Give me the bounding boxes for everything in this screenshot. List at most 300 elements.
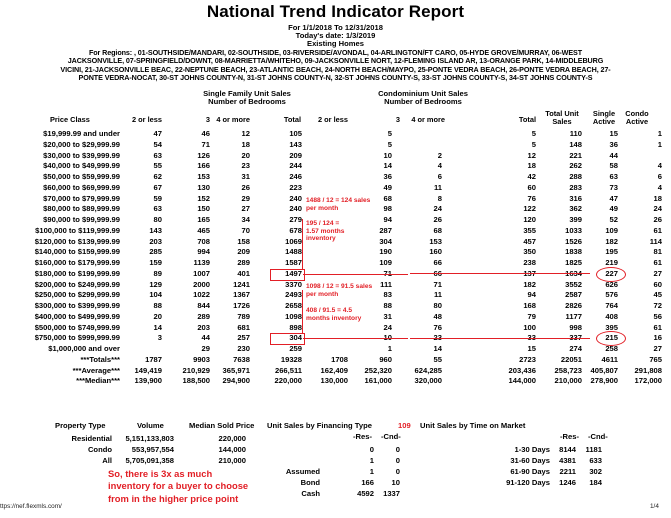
footer-page-number: 1/4 [650, 503, 659, 510]
market-res: 2211 [559, 467, 576, 476]
cell-condo-3: 71 [433, 279, 442, 289]
cell-single-active: 405,807 [590, 365, 618, 375]
cell-single-active: 36 [609, 139, 618, 149]
market-cnd: 633 [589, 456, 602, 465]
cell-condo-3: 8 [437, 193, 442, 203]
cell-sf-2orless: 55 [153, 161, 162, 171]
cell-condo-active: 16 [653, 333, 662, 343]
cell-total-unit-sales: 221 [569, 150, 582, 160]
cell-condo-total: 120 [523, 215, 536, 224]
cell-condo-active: 4 [657, 161, 662, 171]
cell-sf-2orless: 62 [153, 172, 162, 181]
cell-sf-total: 1098 [285, 311, 302, 321]
property-type-label: All [102, 456, 112, 465]
cell-condo-total: 457 [523, 236, 536, 246]
report-title: National Trend Indicator Report [206, 2, 465, 21]
cell-sf-2orless: 149,419 [134, 365, 162, 375]
cell-sf-total: 1587 [285, 258, 302, 267]
cell-sf-3: 46 [201, 129, 210, 138]
market-res: 4381 [559, 456, 576, 465]
cell-sf-2orless: 59 [153, 193, 162, 203]
cell-sf-4ormore: 365,971 [222, 365, 250, 375]
cell-sf-total: 2658 [285, 301, 302, 310]
cell-sf-total: 678 [289, 225, 302, 235]
cell-condo-active: 24 [653, 204, 662, 214]
cell-condo-total: 76 [527, 193, 536, 203]
highlight-oval-195 [596, 267, 626, 282]
cell-total-unit-sales: 1838 [565, 247, 582, 257]
cell-condo-active: 26 [653, 215, 662, 224]
cell-condo-3: 24 [433, 204, 442, 214]
cell-sf-4ormore: 23 [241, 161, 250, 171]
regions-line: VICINI, 21-JACKSONVILLE BEAC, 22-NEPTUNE BEACH, 23-ATLANTIC BEACH, 24-NORTH BEACH/MAYPO, 25-PONTE VEDRA BEACH, 26-PONTE VEDRA BEACH, 27- [60, 64, 611, 74]
cell-single-active: 258 [605, 344, 618, 353]
market-cnd: 302 [589, 467, 602, 476]
cell-condo-total: 94 [527, 290, 536, 300]
col-price-class: Price Class [50, 115, 90, 124]
price-class-label: $60,000 to $69,999.99 [43, 182, 120, 192]
cell-condo-2orless: 960 [379, 354, 392, 364]
cell-sf-total: 898 [289, 322, 302, 332]
cell-condo-3: 66 [433, 258, 442, 267]
col-label: Single [592, 109, 616, 118]
price-class-label: $140,000 to $159,999.99 [34, 247, 120, 257]
cell-condo-2orless: 31 [383, 311, 392, 321]
cell-sf-2orless: 14 [153, 322, 162, 332]
cell-sf-3: 708 [197, 236, 210, 246]
cell-condo-2orless: 111 [380, 279, 392, 289]
cell-condo-3: 55 [433, 354, 442, 364]
annotation-text: 408 / 91.5 = 4.5 [306, 307, 353, 314]
col-condo-2orless: 2 or less [318, 115, 348, 124]
price-class-label: $180,000 to $199,999.99 [34, 268, 120, 278]
price-class-label: $30,000 to $39,999.99 [43, 150, 120, 160]
hdr-financing-type: Unit Sales by Financing Type [267, 421, 372, 430]
cell-single-active: 408 [605, 311, 618, 321]
cell-sf-2orless: 89 [153, 268, 162, 278]
property-volume: 5,151,133,803 [125, 434, 174, 443]
conclusion-line: from in the higher price point [108, 492, 239, 504]
report-date: Today's date: 1/3/2019 [295, 31, 376, 40]
cell-sf-3: 165 [197, 215, 210, 224]
market-range: 31-60 Days [510, 456, 550, 465]
report-category: Existing Homes [307, 39, 364, 48]
condo-group-header [358, 90, 488, 107]
cell-sf-3: 44 [201, 333, 210, 343]
cell-sf-total: 246 [289, 172, 302, 181]
property-median: 220,000 [218, 434, 246, 443]
cell-total-unit-sales: 2826 [565, 301, 582, 310]
summary-row-label: ***Median*** [76, 376, 120, 386]
cell-condo-3: 48 [433, 311, 442, 321]
cell-condo-2orless: 68 [383, 193, 392, 203]
price-class-label: $200,000 to $249,999.99 [34, 279, 120, 289]
cell-sf-total: 2493 [285, 290, 302, 300]
annotation-inventory-400k [306, 307, 361, 322]
cell-condo-active: 61 [653, 258, 662, 267]
cell-sf-4ormore: 29 [241, 193, 250, 203]
cell-sf-3: 1022 [193, 290, 210, 300]
price-class-label: $19,999.99 and under [43, 129, 120, 138]
cell-sf-2orless: 203 [149, 236, 162, 246]
cell-total-unit-sales: 274 [569, 344, 582, 353]
cell-sf-total: 1069 [285, 236, 302, 246]
cell-sf-3: 210,929 [182, 365, 210, 375]
cell-condo-total: 42 [527, 172, 536, 181]
col-sf-total: Total [283, 115, 301, 124]
financing-cnd: 1337 [383, 489, 400, 498]
annotation-line [303, 338, 408, 339]
cell-condo-3: 76 [433, 322, 442, 332]
regions-line: For Regions: , 01-SOUTHSIDE/MANDARI, 02-SOUTHSIDE, 03-RIVERSIDE/AVONDAL, 04-ARLINGTON/FT CARO, 05-HYDE GROVE/MURRAY, 06-WEST [88, 48, 583, 57]
cell-sf-2orless: 285 [149, 247, 162, 257]
cell-sf-4ormore: 18 [241, 139, 250, 149]
financing-count: 109 [398, 421, 411, 430]
market-range: 61-90 Days [510, 467, 550, 476]
summary-row-label: ***Totals*** [80, 354, 120, 364]
cell-sf-4ormore: 1726 [233, 301, 250, 310]
cell-condo-3: 2 [437, 150, 442, 160]
price-class-label: $20,000 to $29,999.99 [43, 139, 120, 149]
property-type-label: Condo [87, 445, 112, 454]
cell-sf-3: 1139 [193, 258, 210, 267]
market-range: 91-120 Days [506, 478, 550, 487]
cell-single-active: 195 [605, 247, 618, 257]
cell-total-unit-sales: 262 [569, 161, 582, 171]
cell-condo-active: 114 [649, 236, 662, 246]
cell-single-active: 73 [609, 182, 618, 192]
cell-total-unit-sales: 1526 [565, 236, 582, 246]
cell-sf-total: 304 [289, 333, 302, 343]
cell-condo-total: 238 [523, 258, 536, 267]
col-condo-4ormore: 4 or more [411, 115, 445, 124]
hdr-cnd: -Cnd- [588, 432, 608, 441]
strike-line-400k [410, 338, 590, 339]
cell-sf-2orless: 88 [153, 301, 162, 310]
cell-condo-3: 14 [433, 344, 442, 353]
cell-condo-3: 11 [433, 182, 442, 192]
conclusion-line: So, there is 3x as much [108, 468, 213, 479]
group-title: Condominium Unit Sales [378, 89, 468, 98]
cell-condo-active: 72 [653, 301, 662, 310]
conclusion-annotation [108, 468, 248, 505]
strike-line-140k [410, 273, 590, 274]
cell-sf-4ormore: 1241 [233, 279, 250, 289]
financing-cnd: 0 [395, 445, 400, 454]
cell-condo-active: 1 [657, 139, 662, 149]
highlight-box-1098 [270, 333, 305, 345]
cell-sf-3: 994 [197, 247, 210, 257]
report-period: For 1/1/2018 To 12/31/2018 [288, 23, 383, 32]
col-condo-3: 3 [395, 115, 400, 124]
annotation-text: 195 / 124 = [306, 220, 340, 227]
cell-condo-total: 18 [527, 161, 536, 171]
annotation-sales-per-month-400k [306, 283, 372, 298]
cell-condo-active: 765 [649, 354, 662, 364]
col-condo-total: Total [518, 115, 536, 124]
col-sf-2orless: 2 or less [132, 115, 162, 124]
cell-sf-total: 244 [289, 161, 302, 171]
cell-sf-3: 150 [197, 204, 210, 214]
cell-condo-2orless: 94 [383, 215, 392, 224]
cell-sf-2orless: 63 [153, 204, 162, 214]
cell-sf-4ormore: 31 [241, 172, 250, 181]
group-subtitle: Number of Bedrooms [384, 97, 462, 107]
cell-total-unit-sales: 1825 [565, 258, 582, 267]
cell-condo-2orless: 49 [383, 182, 392, 192]
financing-type: Assumed [285, 467, 320, 476]
cell-condo-3: 153 [429, 236, 442, 246]
price-class-label: $80,000 to $89,999.99 [43, 204, 120, 214]
cell-sf-3: 126 [197, 150, 210, 160]
cell-total-unit-sales: 2587 [565, 290, 582, 300]
cell-condo-2orless: 98 [383, 204, 392, 214]
cell-condo-3: 624,285 [414, 365, 442, 375]
cell-sf-2orless: 63 [153, 150, 162, 160]
col-label: Condo [625, 109, 649, 118]
cell-condo-2orless: 109 [379, 258, 392, 267]
annotation-text: 1488 / 12 = 124 sales [306, 197, 371, 204]
cell-sf-3: 1007 [193, 268, 210, 278]
highlight-oval-408 [596, 331, 626, 346]
cell-sf-3: 9903 [193, 354, 210, 364]
price-class-label: $300,000 to $399,999.99 [34, 301, 120, 310]
cell-total-unit-sales: 22051 [560, 354, 582, 364]
cell-condo-active: 6 [657, 172, 662, 181]
annotation-text: months inventory [306, 314, 362, 322]
cell-condo-2orless: 14 [383, 161, 392, 171]
cell-condo-active: 81 [653, 247, 662, 257]
cell-sf-total: 223 [289, 182, 302, 192]
cell-total-unit-sales: 399 [569, 215, 582, 224]
financing-res: 4592 [357, 489, 374, 498]
property-median: 144,000 [218, 445, 246, 454]
price-class-label: $500,000 to $749,999.99 [34, 322, 120, 332]
cell-sf-4ormore: 27 [241, 204, 250, 214]
col-total-unit-sales [542, 110, 582, 126]
cell-sf-4ormore: 289 [237, 258, 250, 267]
cell-total-unit-sales: 283 [569, 182, 582, 192]
cell-condo-2orless: 83 [383, 290, 392, 300]
cell-total-unit-sales: 148 [569, 139, 582, 149]
cell-condo-2orless: 190 [379, 247, 392, 257]
cell-condo-3: 160 [429, 247, 442, 257]
cell-sf-3: 289 [197, 311, 210, 321]
cell-total-unit-sales: 110 [569, 129, 582, 138]
market-res: 1246 [559, 478, 576, 487]
cell-condo-active: 18 [653, 193, 662, 203]
col-label: Active [592, 117, 616, 126]
cell-sf-3: 29 [201, 344, 210, 353]
market-cnd: 184 [589, 478, 602, 487]
cell-sf-total: 143 [289, 139, 302, 149]
cell-sf-2orless: 20 [153, 311, 162, 321]
cell-sf-4ormore: 230 [237, 344, 250, 353]
cell-sf-3: 166 [197, 161, 210, 171]
cell-condo-2orless: 5 [387, 139, 392, 149]
cell-condo-3: 68 [433, 225, 442, 235]
financing-type: Bond [300, 478, 320, 487]
price-class-label: $250,000 to $299,999.99 [34, 290, 120, 300]
cell-condo-total: 60 [527, 182, 536, 192]
cell-sf-total: 240 [289, 204, 302, 214]
cell-condo-3: 6 [437, 172, 442, 181]
cell-condo-total: 355 [523, 225, 536, 235]
cell-sf-4ormore: 34 [241, 215, 250, 224]
summary-row-label: ***Average*** [72, 365, 120, 375]
cell-sf-total: 1488 [285, 247, 302, 257]
cell-sf-4ormore: 7638 [233, 354, 250, 364]
cell-condo-3: 11 [433, 290, 442, 300]
cell-condo-2orless: 88 [383, 301, 392, 310]
cell-sf-3: 152 [197, 193, 210, 203]
annotation-line [302, 219, 303, 269]
cell-sf-4ormore: 26 [241, 182, 250, 192]
annotation-text: inventory [306, 235, 336, 243]
cell-condo-total: 79 [527, 311, 536, 321]
cell-single-active: 44 [609, 150, 618, 160]
price-class-label: $160,000 to $179,999.99 [34, 258, 120, 267]
cell-sf-3: 465 [197, 225, 210, 235]
footer-url[interactable]: ttps://nef.flexmls.com/ [0, 503, 62, 510]
cell-condo-2orless: 287 [379, 225, 392, 235]
price-class-label: $100,000 to $119,999.99 [35, 225, 120, 235]
cell-sf-2orless: 1787 [145, 354, 162, 364]
cell-sf-3: 203 [197, 322, 210, 332]
cell-condo-active: 61 [653, 322, 662, 332]
col-label: Active [625, 117, 649, 126]
property-volume: 553,957,554 [131, 445, 174, 454]
cell-sf-4ormore: 257 [237, 333, 250, 343]
financing-res: 1 [369, 467, 374, 476]
cell-condo-active: 60 [653, 279, 662, 289]
annotation-text: 1.57 months [306, 227, 345, 235]
col-label: Total Unit [545, 109, 579, 118]
cell-single-active: 395 [605, 322, 618, 332]
cell-sf-total: 220,000 [274, 376, 302, 386]
annotation-text: 1098 / 12 = 91.5 sales [306, 283, 373, 290]
cell-condo-active: 172,000 [634, 376, 662, 386]
cell-sf-2orless: 139,900 [134, 376, 162, 386]
cell-sf-total: 279 [289, 215, 302, 224]
cell-sf-3: 844 [197, 301, 210, 310]
cell-single-active: 58 [609, 161, 618, 171]
regions-list [4, 49, 667, 83]
cell-condo-2orless: 1 [387, 344, 392, 353]
hdr-res: -Res- [560, 432, 579, 441]
cell-condo-2orless: 24 [383, 322, 392, 332]
property-type-label: Residential [71, 434, 112, 443]
cell-condo-active: 1 [657, 129, 662, 138]
cell-sf-4ormore: 209 [237, 247, 250, 257]
cell-condo-active: 291,808 [634, 365, 662, 375]
price-class-label: $400,000 to $499,999.99 [34, 311, 120, 321]
cell-total-unit-sales: 1177 [565, 311, 582, 321]
cell-sf-total: 240 [289, 193, 302, 203]
cell-sf-total: 1497 [285, 268, 302, 278]
cell-total-unit-sales: 3552 [565, 279, 582, 289]
hdr-cnd: -Cnd- [381, 432, 401, 441]
cell-condo-3: 320,000 [414, 376, 442, 386]
market-res: 8144 [559, 445, 576, 454]
cell-sf-2orless: 67 [153, 182, 162, 192]
conclusion-line: inventory for a buyer to choose [108, 480, 249, 492]
cell-condo-total-alt: 1708 [331, 354, 348, 364]
cell-single-active: 109 [605, 225, 618, 235]
cell-sf-total: 3370 [285, 279, 302, 289]
cell-sf-4ormore: 20 [241, 150, 250, 160]
highlight-box-1488 [270, 269, 305, 281]
col-condo-active [622, 110, 652, 126]
cell-single-active: 215 [605, 333, 618, 343]
cell-total-unit-sales: 258,723 [554, 365, 582, 375]
cell-sf-4ormore: 294,900 [222, 376, 250, 386]
cell-condo-total: 168 [523, 301, 536, 310]
cell-sf-2orless: 129 [149, 279, 162, 289]
financing-res: 0 [369, 445, 374, 454]
cell-single-active: 219 [605, 258, 618, 267]
cell-single-active: 63 [609, 172, 618, 181]
cell-sf-3: 188,500 [182, 376, 210, 386]
cell-condo-3: 80 [433, 301, 442, 310]
col-single-active [590, 110, 618, 126]
cell-single-active: 52 [609, 215, 618, 224]
cell-single-active: 227 [605, 268, 618, 278]
cell-single-active: 4611 [601, 354, 618, 364]
col-sf-4ormore: 4 or more [216, 115, 250, 124]
cell-sf-4ormore: 70 [241, 225, 250, 235]
financing-cnd: 10 [391, 478, 400, 487]
financing-cnd: 0 [395, 467, 400, 476]
cell-sf-4ormore: 681 [237, 322, 250, 332]
hdr-res: -Res- [353, 432, 372, 441]
cell-single-active: 182 [605, 236, 618, 246]
price-class-label: $90,000 to $99,999.99 [43, 215, 120, 224]
annotation-inventory-140k [306, 220, 344, 243]
cell-sf-2orless: 47 [153, 129, 162, 138]
cell-sf-2orless: 143 [149, 225, 162, 235]
single-family-group-header [182, 90, 312, 107]
cell-single-active: 47 [609, 193, 618, 203]
market-range: 1-30 Days [514, 445, 550, 454]
cell-single-active: 626 [605, 279, 618, 289]
group-title: Single Family Unit Sales [203, 89, 291, 98]
cell-condo-2orless: 5 [387, 129, 392, 138]
cell-condo-3: 26 [433, 215, 442, 224]
cell-total-unit-sales: 288 [569, 172, 582, 181]
cell-condo-total: 122 [523, 204, 536, 214]
cell-sf-4ormore: 12 [241, 129, 250, 138]
cell-single-active: 278,900 [590, 376, 618, 386]
cell-condo-active: 45 [653, 290, 662, 300]
cell-sf-total: 209 [289, 150, 302, 160]
cell-sf-2orless: 104 [149, 290, 162, 300]
financing-type: Cash [301, 489, 320, 498]
cell-condo-total-alt: 162,409 [320, 365, 348, 375]
cell-sf-4ormore: 1367 [233, 290, 250, 300]
cell-condo-total: 100 [523, 322, 536, 332]
cell-total-unit-sales: 362 [569, 204, 582, 214]
cell-condo-total: 144,000 [508, 376, 536, 386]
property-volume: 5,705,091,358 [125, 456, 174, 465]
cell-condo-total: 12 [527, 150, 536, 160]
cell-condo-2orless: 36 [383, 172, 392, 181]
annotation-text: per month [306, 204, 339, 212]
cell-sf-4ormore: 401 [237, 268, 250, 278]
cell-sf-total: 259 [289, 344, 302, 353]
cell-sf-total: 266,511 [274, 365, 302, 375]
cell-total-unit-sales: 316 [569, 193, 582, 203]
